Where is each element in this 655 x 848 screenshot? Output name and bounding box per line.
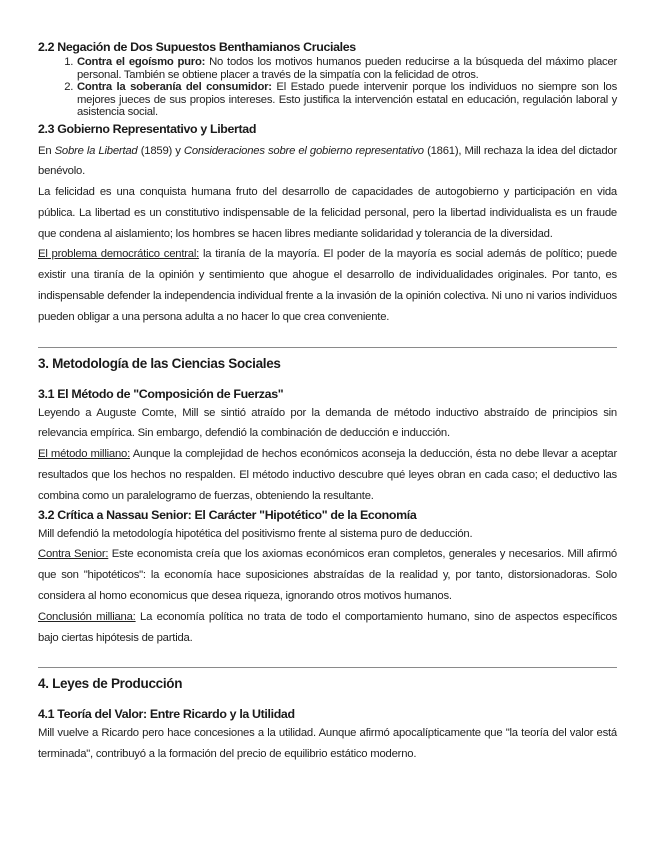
- book-title: Consideraciones sobre el gobierno representativo: [183, 144, 424, 157]
- underlined-lead: El método milliano:: [38, 448, 131, 461]
- paragraph: [38, 607, 617, 649]
- underlined-lead: Contra Senior:: [38, 548, 109, 561]
- text-run: Este economista creía que los axiomas económicos eran completos, generales y necesarios. Mill afirmó que son "hipotéticos": la economía hace suposiciones abstraídas de la realidad y, por tanto, distorsionadoras. Solo considera al homo economicus que desea riqueza, ignorando otros motivos humanos.: [38, 548, 617, 603]
- paragraph: [38, 544, 617, 606]
- section-2-2-heading: 2.2 Negación de Dos Supuestos Benthamianos Cruciales: [38, 40, 356, 54]
- paragraph: [38, 244, 617, 327]
- section-4-1-heading: 4.1 Teoría del Valor: Entre Ricardo y la Utilidad: [38, 707, 295, 722]
- paragraph: [38, 444, 617, 506]
- paragraph: Mill defendió la metodología hipotética del positivismo frente al sistema puro de deducción.: [38, 527, 473, 540]
- section-3-2-heading: 3.2 Crítica a Nassau Senior: El Carácter "Hipotético" de la Economía: [38, 507, 417, 522]
- list-item-lead: Contra la soberanía del consumidor:: [77, 81, 272, 93]
- list-item-lead: Contra el egoísmo puro:: [77, 56, 206, 68]
- document-page: [38, 34, 617, 765]
- paragraph: [38, 141, 617, 183]
- text-run: La economía política no trata de todo el comportamiento humano, sino de aspectos específicos bajo ciertas hipótesis de partida.: [38, 610, 617, 644]
- list-item-text: No todos los motivos humanos pueden reducirse a la búsqueda del máximo placer personal. También se obtiene placer a través de la simpatía con la felicidad de otros.: [77, 56, 617, 81]
- list-item: [76, 56, 617, 81]
- section-2-3-heading: 2.3 Gobierno Representativo y Libertad: [38, 121, 257, 136]
- list-item-text: El Estado puede intervenir porque los individuos no siempre son los mejores jueces de sus propios intereses. Esto justifica la intervención estatal en educación, regulación laboral y asistencia social.: [77, 81, 617, 118]
- underlined-lead: El problema democrático central:: [38, 248, 200, 261]
- text-run: Aunque la complejidad de hechos económicos aconseja la deducción, ésta no debe llevar a aceptar resultados que los hechos no respalden. El método inductivo descubre qué leyes obran en cada caso; el deductivo las combina como un paralelogramo de fuerzas, obteniendo la resultante.: [38, 448, 617, 502]
- list-item: [76, 81, 617, 119]
- section-3-1-heading: 3.1 El Método de "Composición de Fuerzas": [38, 386, 284, 401]
- section-4-heading: 4. Leyes de Producción: [38, 676, 183, 692]
- book-title: Sobre la Libertad: [54, 144, 138, 157]
- text-run: (1859) y: [137, 144, 184, 157]
- underlined-lead: Conclusión milliana:: [38, 610, 136, 623]
- paragraph: La felicidad es una conquista humana fruto del desarrollo de capacidades de autogobierno y participación en vida pública. La libertad es un constitutivo indispensable de la felicidad personal, pero la libertad individualista es un fraude que condena al aislamiento; los hombres se hacen libres mediante solidaridad y tolerancia de la diversidad.: [38, 186, 617, 240]
- paragraph: Mill vuelve a Ricardo pero hace concesiones a la utilidad. Aunque afirmó apocalípticamente que "la teoría del valor está terminada", contribuyó a la formación del precio de equilibrio estático moderno.: [38, 727, 617, 761]
- text-run: En: [38, 144, 55, 157]
- section-3-heading: 3. Metodología de las Ciencias Sociales: [38, 355, 281, 371]
- paragraph: Leyendo a Auguste Comte, Mill se sintió atraído por la demanda de método inductivo abstraído de principios sin relevancia empírica. Sin embargo, defendió la combinación de deducción e inducción.: [38, 406, 617, 440]
- text-run: la tiranía de la mayoría. El poder de la mayoría es social además de político; puede existir una tiranía de la opinión y sentimiento que ahogue el desarrollo de individualidades originales. Por tanto, es indispensable defender la independencia individual frente a la invasión de la opinión colectiva. Ni uno ni varios individuos pueden obligar a una persona adulta a no hacer lo que crea conveniente.: [38, 248, 617, 323]
- benthamite-assumptions-list: [38, 56, 617, 119]
- text-run: (1861), Mill rechaza la idea del dictador benévolo.: [38, 144, 618, 178]
